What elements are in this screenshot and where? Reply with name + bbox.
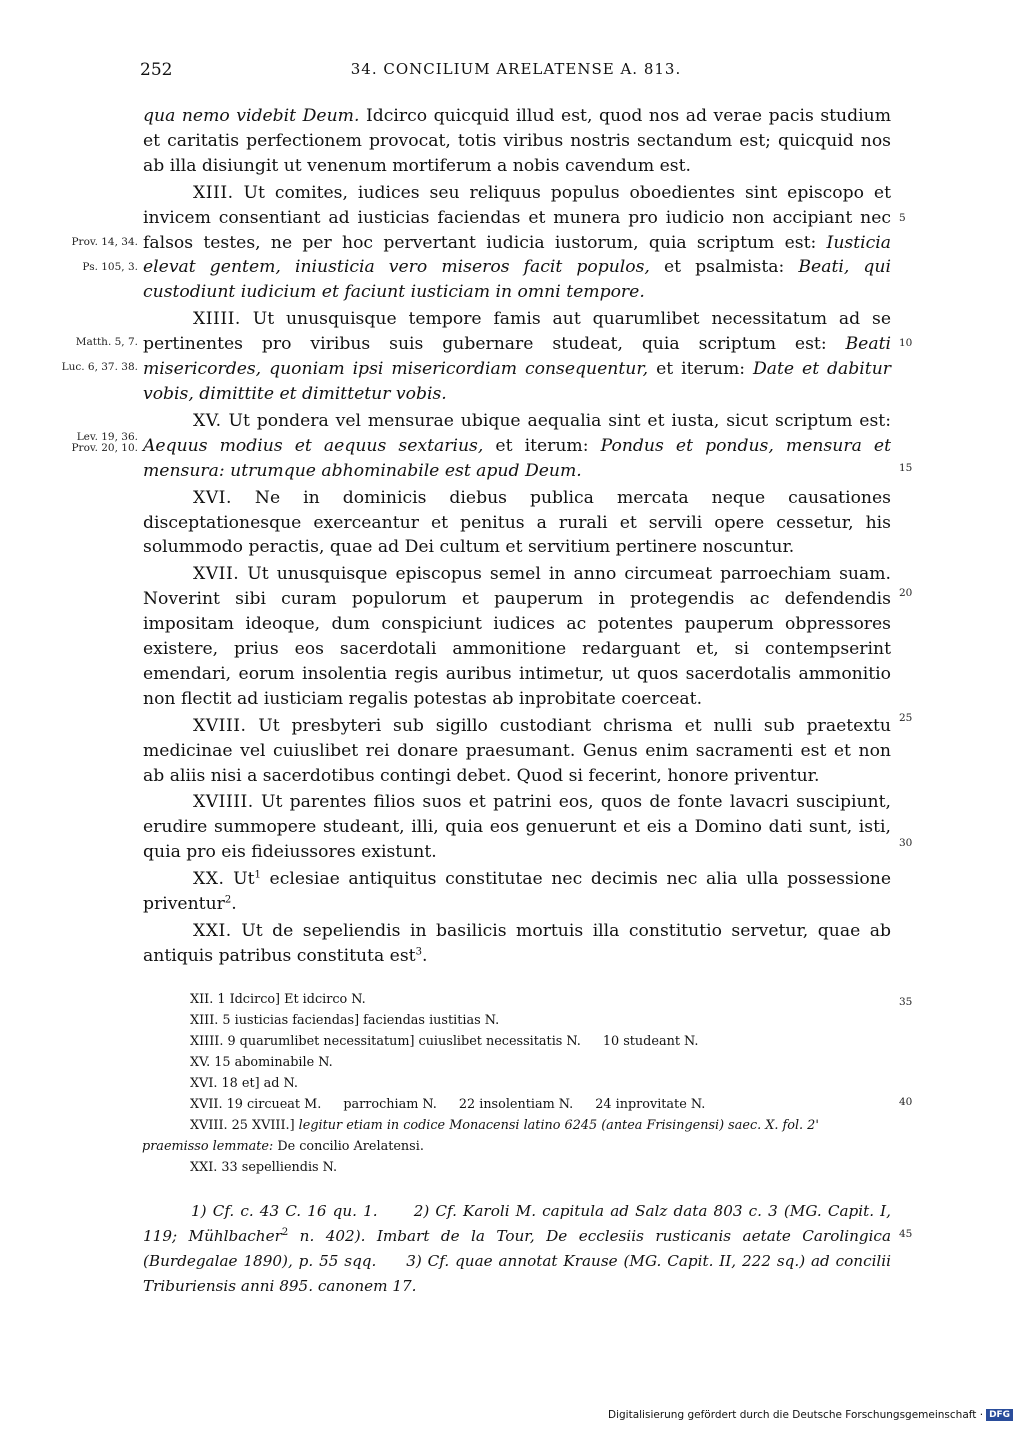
page-number: 252 [140,60,173,80]
italic-quote: Beati, qui custodiunt iudicium et faciunt iusticiam in omni tempore. [143,257,891,303]
canon-xiiii [143,307,891,407]
text-run: et iterum: [483,435,601,456]
text-run: eclesiae antiquitus constitutae nec decimis nec alia ulla possessione priventur [143,869,891,915]
canon-xvi [143,486,891,561]
footnote-2: 2) Cf. Karoli M. capitula ad Salz data 803 c. 3 (MG. Capit. I, 119; Mühlbacher$^2$ n. 402). Imbart de la Tour, De ecclesiis rusticanis aetate Carolingica (Burdegalae 1890), p. 55 sqq. [143,1202,891,1270]
margin-reference: Prov. 14, 34. [71,236,138,248]
dfg-logo-icon: DFG [986,1409,1013,1421]
canon-xv [143,409,891,484]
canon-number: XVII. [193,564,240,585]
line-number: 30 [899,837,913,849]
line-number: 25 [899,712,913,724]
text-run: Ut unusquisque tempore famis aut quarumlibet necessitatum ad se pertinentes pro viribus suis gubernare studeat, quia scriptum est: [143,309,891,355]
italic-quote: Pondus et pondus, mensura et mensura: utrumque abhominabile est apud Deum. [143,435,891,481]
text-run: Ut [224,869,255,890]
margin-reference: Prov. 20, 10. [71,442,138,454]
footnotes [143,1199,891,1299]
apparatus-entry: XXI. 33 sepelliendis N. [190,1160,338,1175]
page-header [140,60,892,86]
text-run: Ut comites, iudices seu reliquus populus oboedientes sint episcopo et invicem consentiant ad iusticias faciendas et munera pro iudicio non accipiant nec falsos testes, ne per hoc pervertant iudicia iustorum, quia scriptum est: [143,182,891,253]
digitization-note: Digitalisierung gefördert durch die Deutsche Forschungsgemeinschaft · DFG [608,1409,1013,1421]
text-run: et psalmista: [649,257,799,278]
critical-apparatus [142,989,890,1178]
canon-number: XIII. [193,182,234,203]
italic-quote: qua nemo videbit Deum. [143,106,360,126]
text-run: . [231,894,237,915]
paragraph-continuation [143,104,891,179]
footnote-marker[interactable]: 2 [224,894,232,906]
apparatus-entry: praemisso lemmate: De concilio Arelatensi. [142,1139,424,1154]
text-run: Ut pondera vel mensurae ubique aequalia sint et iusta, sicut scriptum est: [221,410,891,431]
margin-reference: Ps. 105, 3. [82,261,138,273]
line-number: 5 [899,212,906,224]
margin-reference: Matth. 5, 7. [75,336,138,348]
apparatus-entry: XVIII. 25 XVIII.] legitur etiam in codice Monacensi latino 6245 (antea Frisingensi) saec. X. fol. 2' [190,1118,819,1133]
text-run: et iterum: [648,359,753,380]
footnote-3: 3) Cf. quae annotat Krause (MG. Capit. II, 222 sq.) ad concilii Triburiensis anni 895. canonem 17. [143,1252,891,1295]
apparatus-entry: XVII. 19 circueat M. parrochiam N. 22 insolentiam N. 24 inprovitate N. [190,1097,706,1112]
footnote-1: 1) Cf. c. 43 C. 16 qu. 1. [191,1202,378,1220]
running-title: 34. CONCILIUM ARELATENSE A. 813. [350,60,682,78]
apparatus-entry: XV. 15 abominabile N. [190,1055,333,1070]
apparatus-entry: XIII. 5 iusticias faciendas] faciendas iustitias N. [190,1013,500,1028]
canon-number: XVIII. [193,715,247,736]
italic-quote: Beati misericordes, quoniam ipsi misericordiam consequentur, [143,334,891,380]
text-run: Ut de sepeliendis in basilicis mortuis illa constitutio servetur, quae ab antiquis patribus constituta est [143,921,891,966]
text-run: Idcirco quicquid illud est, quod nos ad verae pacis studium et caritatis perfectionem provocat, totis viribus nostris sectandum est; quicquid nos ab illa disiungit ut venenum mortiferum a nobis cavendum est. [143,106,891,176]
apparatus-entry: XVI. 18 et] ad N. [190,1076,299,1091]
italic-quote: Date et dabitur vobis, dimittite et dimittetur vobis. [143,359,891,404]
line-number: 35 [899,996,913,1008]
line-number: 15 [899,462,913,474]
margin-reference: Luc. 6, 37. 38. [61,361,138,373]
canon-xvii [143,562,891,711]
text-run: Ut parentes filios suos et patrini eos, quos de fonte lavacri suscipiunt, erudire summopere studeant, illi, quia eos genuerunt et eis a Domino dati sunt, isti, quia pro eis fideiussores existunt. [143,792,891,863]
line-number: 40 [899,1096,913,1108]
line-number: 10 [899,337,913,349]
italic-quote: Aequus modius et aequus sextarius, [143,435,484,456]
canon-xviii [143,714,891,789]
canon-xiii [143,181,891,306]
line-number: 20 [899,587,913,599]
canon-number: XXI. [193,921,232,941]
apparatus-entry: XII. 1 Idcirco] Et idcirco N. [190,992,366,1007]
main-text [143,104,891,969]
text-run: Ne in dominicis diebus publica mercata neque causationes disceptationesque exerceantur et penitus a rurali et servili opere cessetur, his solummodo peractis, quae ad Dei cultum et servitium pertinere noscuntur. [143,487,891,558]
text-run: . [421,945,428,966]
canon-number: XVIIII. [193,792,254,813]
canon-number: XVI. [193,487,232,508]
italic-quote: Iusticia elevat gentem, iniusticia vero miseros facit populos, [143,232,891,278]
apparatus-entry: XIIII. 9 quarumlibet necessitatum] cuiuslibet necessitatis N. 10 studeant N. [190,1034,699,1049]
canon-number: XIIII. [193,309,241,330]
text-run: Ut presbyteri sub sigillo custodiant chrisma et nulli sub praetextu medicinae vel cuiuslibet rei donare praesumant. Genus enim sacramenti est et non ab aliis nisi a sacerdotibus contingi debet. Quod si fecerint, honore priventur. [143,715,891,786]
canon-xxi [143,919,891,969]
footnote-marker[interactable]: 1 [254,869,261,881]
margin-reference: Lev. 19, 36. [76,431,138,443]
canon-xviiii [143,790,891,865]
footnote-marker[interactable]: 3 [415,946,422,958]
text-run: Ut unusquisque episcopus semel in anno circumeat parroechiam suam. Noverint sibi curam populorum et pauperum in protegendis ac defendendis impositam ideoque, dum conspiciunt iudices ac potentes pauperum obpressores existere, prius eos sacerdotali ammonitione redarguant et, si contempserint emendari, eorum insolentia regis auribus intimetur, ut quos sacerdotalis ammonitio non flectit ad iusticiam regalis potestas ab inprobitate coerceat. [143,564,891,709]
line-number: 45 [899,1228,913,1240]
canon-xx [143,867,891,917]
canon-number: XV. [193,410,222,431]
canon-number: XX. [193,869,225,890]
